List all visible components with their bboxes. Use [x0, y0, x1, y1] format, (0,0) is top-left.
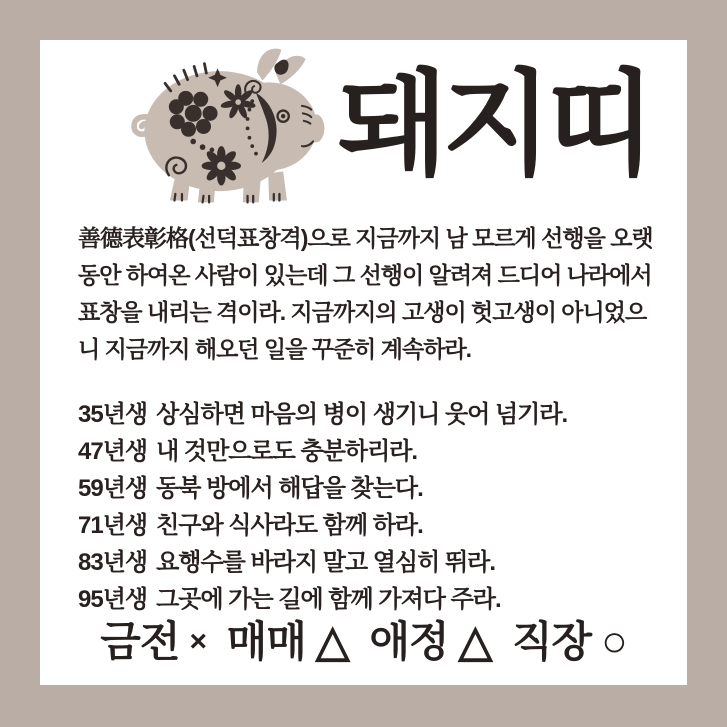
- summary-label-work: 직장: [511, 618, 592, 665]
- year-label: 35년생: [78, 401, 148, 428]
- year-text: 요행수를 바라지 말고 열심히 뛰라.: [156, 549, 495, 576]
- year-fortune-line: [78, 433, 687, 470]
- year-label: 71년생: [78, 512, 148, 539]
- summary-label-love: 애정: [369, 618, 449, 665]
- year-text: 상심하면 마음의 병이 생기니 웃어 넘기라.: [156, 401, 568, 428]
- year-label: 95년생: [78, 586, 148, 613]
- year-fortune-line: [78, 396, 687, 433]
- summary-label-money: 금전: [100, 618, 180, 665]
- summary-label-trade: 매매: [226, 618, 306, 665]
- year-fortune-line: [78, 507, 687, 544]
- year-fortune-line: [78, 470, 687, 507]
- fortune-paragraph: 善德表彰格(선덕표창격)으로 지금까지 남 모르게 선행을 오랫동안 하여온 사람이 있는데 그 선행이 알려져 드디어 나라에서 표창을 내리는 격이라. 지금까지의 고생이 헛고생이 아니었으니 지금까지 해오던 일을 꾸준히 계속하라.: [78, 225, 653, 362]
- year-label: 59년생: [78, 475, 148, 502]
- symbol-circle: ○: [601, 617, 627, 666]
- page-title: 돼지띠: [338, 62, 651, 189]
- pig-illustration: [126, 44, 326, 208]
- year-fortunes: [78, 396, 687, 618]
- year-fortune-line: [78, 544, 687, 581]
- symbol-x: ×: [189, 625, 206, 658]
- fortune-card: [40, 40, 687, 685]
- year-text: 친구와 식사라도 함께 하라.: [156, 512, 423, 539]
- summary-line: [40, 609, 687, 669]
- symbol-triangle: △: [458, 617, 492, 666]
- year-label: 47년생: [78, 438, 148, 465]
- year-text: 그곳에 가는 길에 함께 가져다 주라.: [156, 586, 501, 613]
- year-text: 내 것만으로도 충분하리라.: [156, 438, 418, 465]
- symbol-triangle: △: [315, 617, 349, 666]
- year-label: 83년생: [78, 549, 148, 576]
- year-text: 동북 방에서 해답을 찾는다.: [156, 475, 423, 502]
- header: [126, 44, 687, 208]
